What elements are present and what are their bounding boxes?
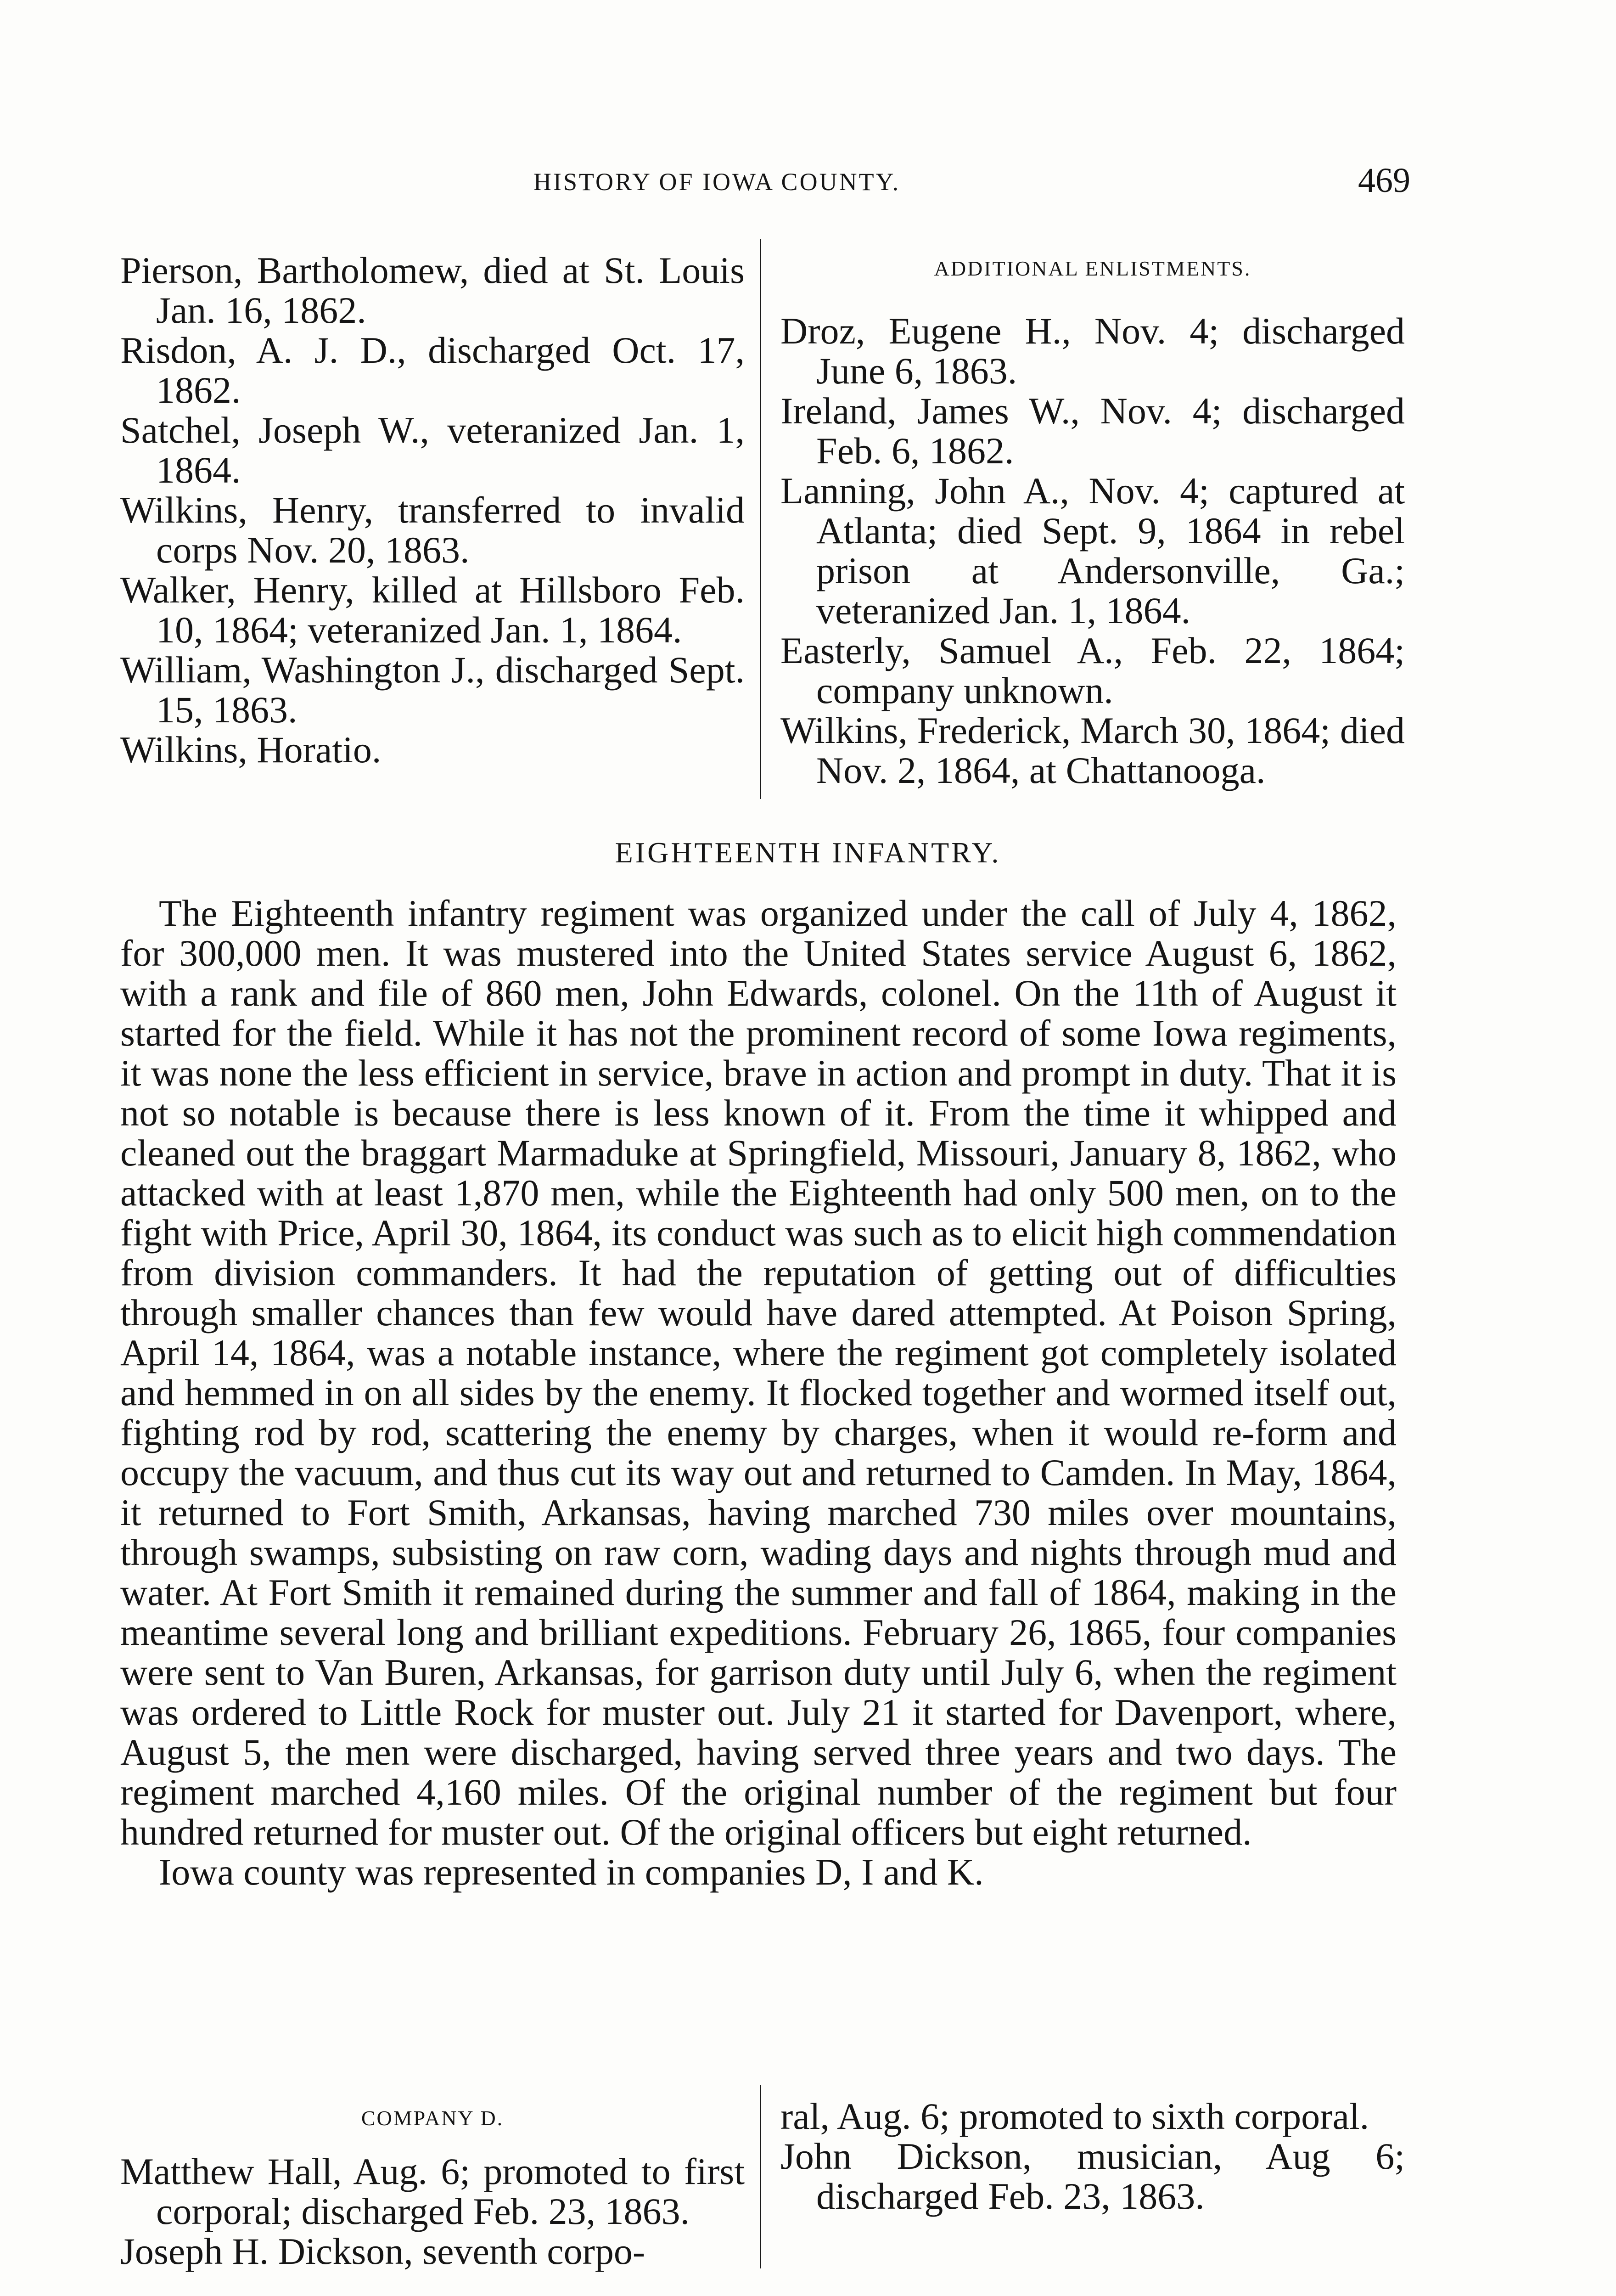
roster-entry: William, Washington J., discharged Sept. 15, 1863. <box>120 649 745 731</box>
column-divider <box>760 239 761 799</box>
roster-entry: ral, Aug. 6; promoted to sixth corporal. <box>780 2095 1369 2137</box>
roster-entry: Wilkins, Henry, transferred to invalid corps Nov. 20, 1863. <box>120 489 745 571</box>
company-d-left-column <box>120 2096 745 2271</box>
roster-entry: Wilkins, Frederick, March 30, 1864; died Nov. 2, 1864, at Chattanooga. <box>780 709 1405 791</box>
roster-entry: Satchel, Joseph W., veteranized Jan. 1, 1864. <box>120 409 745 491</box>
company-d-right-column <box>780 2096 1405 2216</box>
roster-entry: Droz, Eugene H., Nov. 4; discharged June 6, 1863. <box>780 310 1405 392</box>
roster-entry: John Dickson, musician, Aug 6; discharged Feb. 23, 1863. <box>780 2135 1405 2217</box>
running-head: HISTORY OF IOWA COUNTY. <box>533 168 901 196</box>
additional-enlistments-heading: ADDITIONAL ENLISTMENTS. <box>934 257 1251 280</box>
roster-entry: Ireland, James W., Nov. 4; discharged Feb. 6, 1862. <box>780 390 1405 472</box>
roster-entry: Lanning, John A., Nov. 4; captured at Atlanta; died Sept. 9, 1864 in rebel prison at Andersonville, Ga.; veteranized Jan. 1, 1864. <box>780 470 1405 631</box>
roster-entry: Wilkins, Horatio. <box>120 729 382 771</box>
roster-entry: Matthew Hall, Aug. 6; promoted to first corporal; discharged Feb. 23, 1863. <box>120 2150 745 2232</box>
section-body <box>120 893 1397 1892</box>
roster-entry: Risdon, A. J. D., discharged Oct. 17, 1862. <box>120 329 745 411</box>
page-number: 469 <box>1358 161 1410 200</box>
additional-enlistments-column <box>780 250 1405 790</box>
body-paragraph: The Eighteenth infantry regiment was organized under the call of July 4, 1862, for 300,000 men. It was mustered into the United States service August 6, 1862, with a rank and file of 860 men, John Edwards, colonel. On the 11th of August it started for the field. While it has not the prominent record of some Iowa regiments, it was none the less efficient in service, brave in action and prompt in duty. That it is not so notable is because there is less known of it. From the time it whipped and cleaned out the braggart Marmaduke at Springfield, Missouri, January 8, 1862, who attacked with at least 1,870 men, while the Eighteenth had only 500 men, on to the fight with Price, April 30, 1864, its conduct was such as to elicit high commendation from division commanders. It had the reputation of getting out of difficulties through smaller chances than few would have dared attempted. At Poison Spring, April 14, 1864, was a notable instance, where the regiment got completely isolated and hemmed in on all sides by the enemy. It flocked together and wormed itself out, fighting rod by rod, scattering the enemy by charges, when it would re-form and occupy the vacuum, and thus cut its way out and returned to Camden. In May, 1864, it returned to Fort Smith, Arkansas, having marched 730 miles over mountains, through swamps, subsisting on raw corn, wading days and nights through mud and water. At Fort Smith it remained during the summer and fall of 1864, making in the meantime several long and brilliant expeditions. February 26, 1865, four companies were sent to Van Buren, Arkansas, for garrison duty until July 6, when the regiment was ordered to Little Rock for muster out. July 21 it started for Davenport, where, August 5, the men were discharged, having served three years and two days. The regiment marched 4,160 miles. Of the original number of the regiment but four hundred returned for muster out. Of the original officers but eight returned. <box>120 892 1397 1853</box>
roster-entry: Easterly, Samuel A., Feb. 22, 1864; company unknown. <box>780 630 1405 711</box>
roster-entry: Walker, Henry, killed at Hillsboro Feb. 10, 1864; veteranized Jan. 1, 1864. <box>120 569 745 651</box>
roster-left-column <box>120 250 745 770</box>
company-d-heading: COMPANY D. <box>361 2106 504 2130</box>
roster-entry: Joseph H. Dickson, seventh corpo- <box>120 2230 645 2272</box>
column-divider <box>760 2085 761 2268</box>
section-title: EIGHTEENTH INFANTRY. <box>615 836 1001 869</box>
roster-entry: Pierson, Bartholomew, died at St. Louis Jan. 16, 1862. <box>120 249 745 331</box>
body-paragraph: Iowa county was represented in companies D, I and K. <box>159 1851 984 1893</box>
